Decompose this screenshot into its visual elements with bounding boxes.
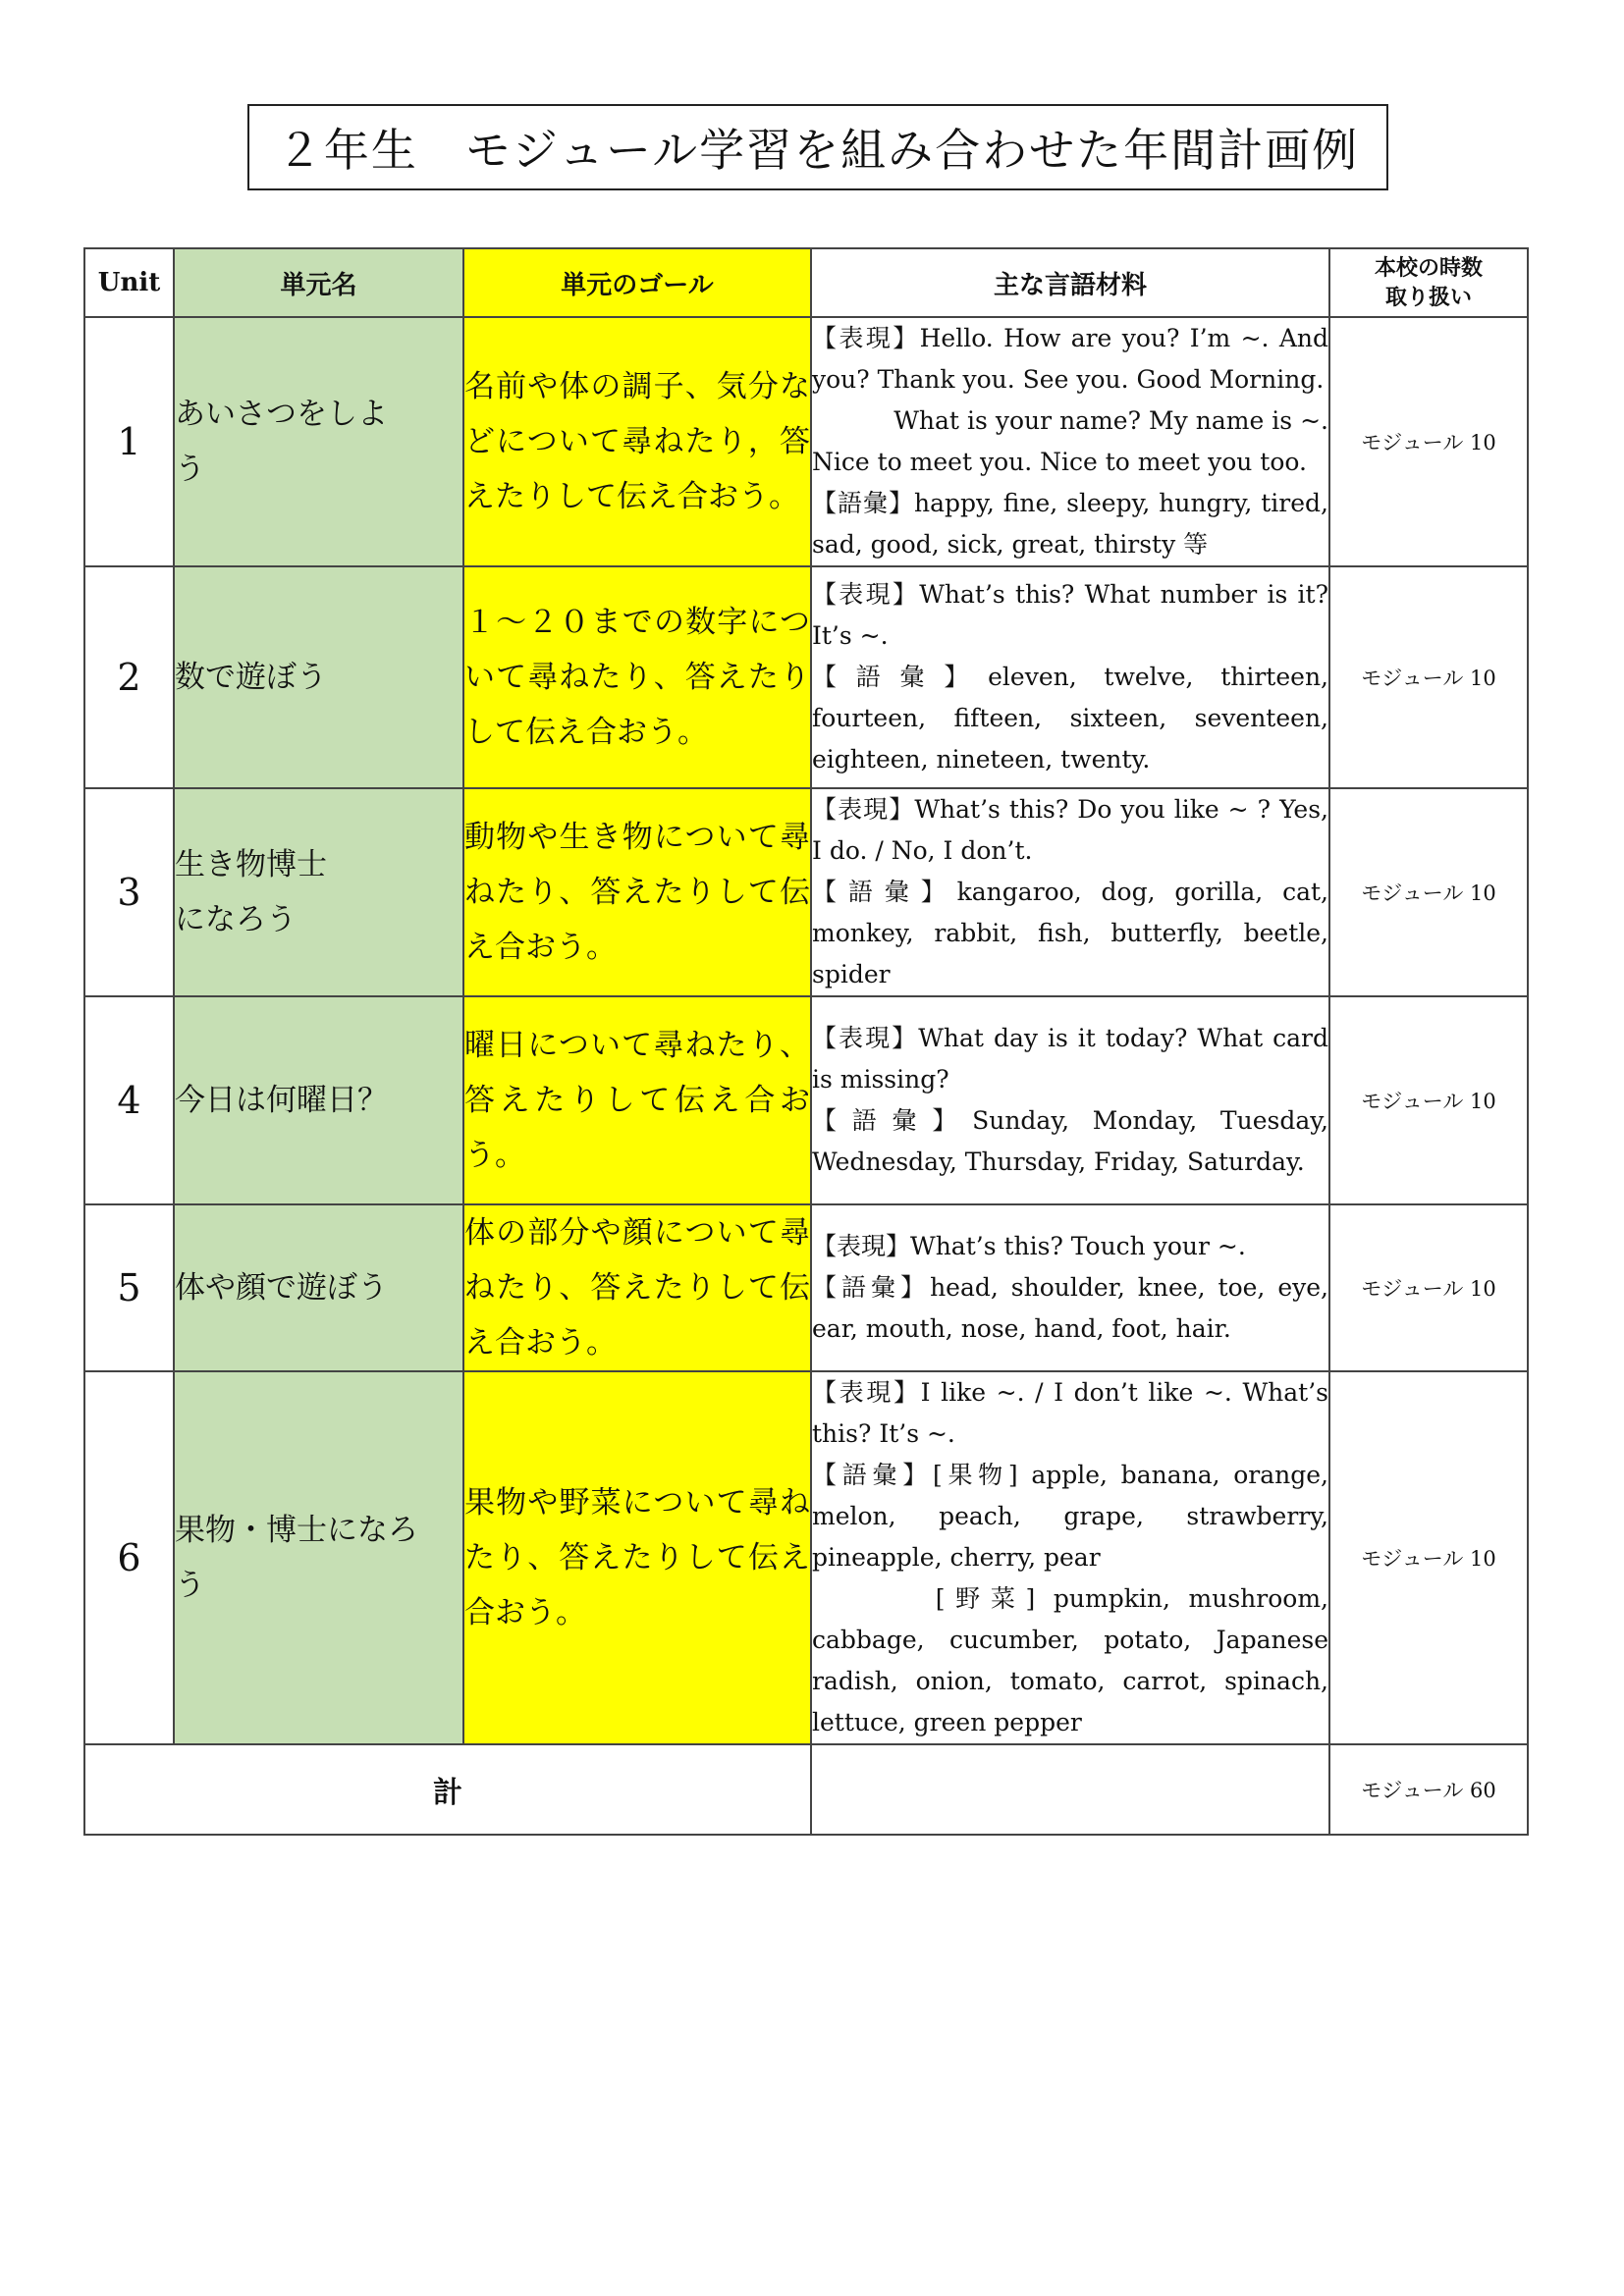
materials-line: 【表現】What’s this? What number is it? It’s ~. (812, 580, 1328, 650)
unit-name-line: 生き物博士 (175, 847, 327, 882)
hours-value: モジュール 10 (1329, 317, 1528, 566)
unit-number: 2 (84, 566, 174, 788)
language-materials (811, 1371, 1329, 1744)
unit-name-line: 数で遊ぼう (175, 660, 327, 695)
total-materials (811, 1744, 1329, 1835)
header-unit: Unit (84, 248, 174, 317)
materials-line: 【表現】What day is it today? What card is missing? (812, 1024, 1328, 1094)
materials-line: 【語彙】head, shoulder, knee, toe, eye, ear, mouth, nose, hand, foot, hair. (812, 1273, 1328, 1343)
unit-name (174, 788, 463, 996)
language-materials (811, 317, 1329, 566)
unit-name-line: になろう (175, 902, 297, 937)
unit-number: 3 (84, 788, 174, 996)
table-row (84, 788, 1528, 996)
unit-number: 1 (84, 317, 174, 566)
header-unit-name: 単元名 (174, 248, 463, 317)
materials-line: [野菜] pumpkin, mushroom, cabbage, cucumber, potato, Japanese radish, onion, tomato, carrot, spinach, lettuce, green pepper (812, 1584, 1328, 1736)
table-row (84, 317, 1528, 566)
hours-value: モジュール 10 (1329, 1204, 1528, 1371)
table-row (84, 996, 1528, 1204)
unit-name-line: 体や顔で遊ぼう (175, 1270, 388, 1306)
unit-name (174, 996, 463, 1204)
language-materials (811, 788, 1329, 996)
unit-name (174, 566, 463, 788)
annual-plan-table (83, 247, 1529, 1836)
hours-value: モジュール 10 (1329, 566, 1528, 788)
materials-line: 【語彙】Sunday, Monday, Tuesday, Wednesday, Thursday, Friday, Saturday. (812, 1106, 1328, 1176)
unit-name (174, 1204, 463, 1371)
materials-line: 【語彙】kangaroo, dog, gorilla, cat, monkey, rabbit, fish, butterfly, beetle, spider (812, 878, 1328, 988)
materials-line: 【表現】What’s this? Do you like ~ ? Yes, I do. / No, I don’t. (812, 795, 1328, 865)
unit-goal: 果物や野菜について尋ねたり、答えたりして伝え合おう。 (463, 1371, 811, 1744)
total-label: 計 (84, 1744, 811, 1835)
total-hours: モジュール 60 (1329, 1744, 1528, 1835)
page-title: ２年生 モジュール学習を組み合わせた年間計画例 (247, 104, 1388, 190)
header-unit-goal: 単元のゴール (463, 248, 811, 317)
table-row (84, 1204, 1528, 1371)
header-hours-line2: 取り扱い (1384, 285, 1472, 310)
language-materials (811, 1204, 1329, 1371)
hours-value: モジュール 10 (1329, 788, 1528, 996)
table-row (84, 1371, 1528, 1744)
unit-name (174, 317, 463, 566)
unit-goal: 名前や体の調子、気分などについて尋ねたり，答えたりして伝え合おう。 (463, 317, 811, 566)
unit-goal: 体の部分や顔について尋ねたり、答えたりして伝え合おう。 (463, 1204, 811, 1371)
unit-name-line: 今日は何曜日？ (175, 1083, 388, 1118)
materials-line: 【表現】I like ~. / I don’t like ~. What’s this? It’s ~. (812, 1378, 1328, 1448)
total-row (84, 1744, 1528, 1835)
unit-goal: 曜日について尋ねたり、答えたりして伝え合おう。 (463, 996, 811, 1204)
unit-name-line: あいさつをしよ (175, 397, 388, 432)
materials-line: 【語彙】eleven, twelve, thirteen, fourteen, fifteen, sixteen, seventeen, eighteen, nineteen, twenty. (812, 663, 1328, 774)
unit-name-line: 果物・博士になろ (175, 1513, 418, 1548)
table-row (84, 566, 1528, 788)
unit-number: 4 (84, 996, 174, 1204)
unit-goal: １～２０までの数字について尋ねたり、答えたりして伝え合おう。 (463, 566, 811, 788)
materials-line: 【語彙】[果物] apple, banana, orange, melon, peach, grape, strawberry, pineapple, cherry, pear (812, 1461, 1328, 1572)
materials-line: What is your name? My name is ~. Nice to meet you. Nice to meet you too. (812, 406, 1328, 476)
header-row (84, 248, 1528, 317)
unit-name-line: う (175, 452, 205, 487)
hours-value: モジュール 10 (1329, 996, 1528, 1204)
hours-value: モジュール 10 (1329, 1371, 1528, 1744)
header-language-materials: 主な言語材料 (811, 248, 1329, 317)
unit-number: 6 (84, 1371, 174, 1744)
header-hours (1329, 248, 1528, 317)
language-materials (811, 996, 1329, 1204)
header-hours-line1: 本校の時数 (1374, 255, 1483, 281)
materials-line: 【表現】Hello. How are you? I’m ~. And you? Thank you. See you. Good Morning. (812, 324, 1328, 394)
materials-line: 【語彙】happy, fine, sleepy, hungry, tired, sad, good, sick, great, thirsty 等 (812, 489, 1328, 559)
unit-name-line: う (175, 1568, 205, 1603)
language-materials (811, 566, 1329, 788)
unit-goal: 動物や生き物について尋ねたり、答えたりして伝え合おう。 (463, 788, 811, 996)
unit-number: 5 (84, 1204, 174, 1371)
materials-line: 【表現】What’s this? Touch your ~. (812, 1232, 1246, 1260)
unit-name (174, 1371, 463, 1744)
